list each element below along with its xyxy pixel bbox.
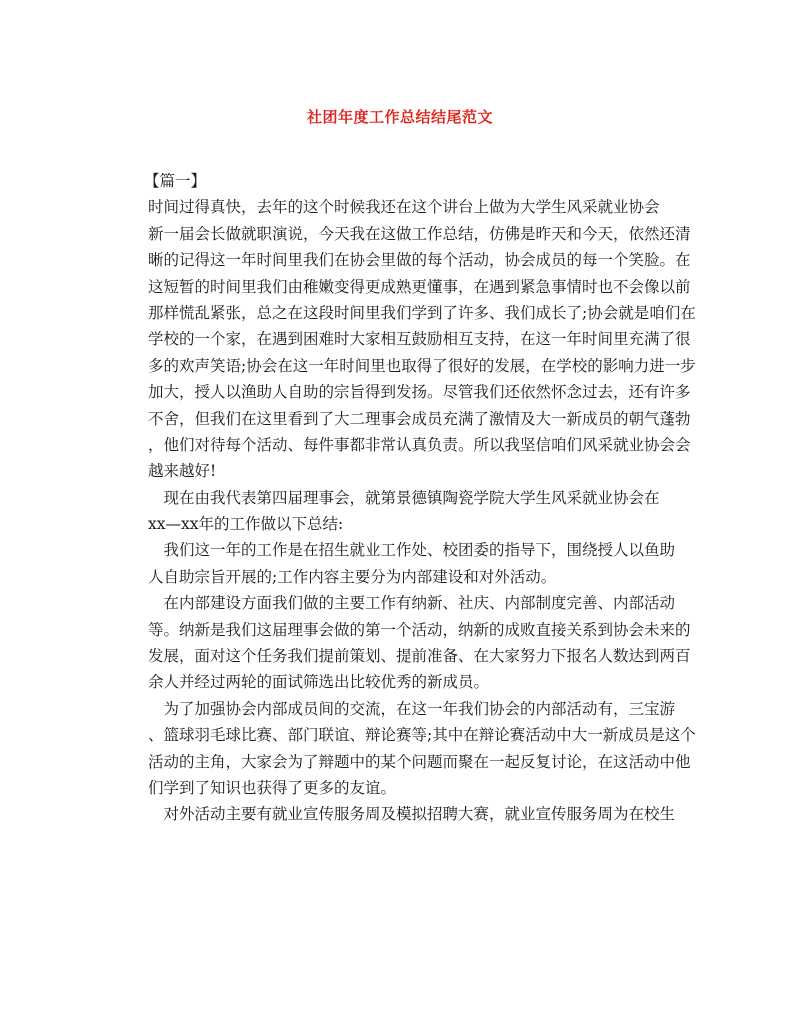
paragraph-line: 们学到了知识也获得了更多的友谊。 [148,778,397,797]
paragraph-line: 多的欢声笑语;协会在这一年时间里也取得了很好的发展，在学校的影响力进一步 [148,356,696,375]
paragraph-line: 新一届会长做就职演说，今天我在这做工作总结，仿佛是昨天和今天，依然还清 [148,224,691,243]
paragraph-line: 等。纳新是我们这届理事会做的第一个活动，纳新的成败直接关系到协会未来的 [148,620,691,639]
paragraph-line: 时间过得真快，去年的这个时候我还在这个讲台上做为大学生风采就业协会 [148,198,660,217]
section-label: 【篇一】 [144,172,207,190]
paragraph-line: 学校的一个家，在遇到困难时大家相互鼓励相互支持，在这一年时间里充满了很 [148,330,691,349]
paragraph-line: 人自助宗旨开展的;工作内容主要分为内部建设和对外活动。 [148,567,557,586]
paragraph-line: 在内部建设方面我们做的主要工作有纳新、社庆、内部制度完善、内部活动 [148,594,676,613]
paragraph-line: 那样慌乱紧张，总之在这段时间里我们学到了许多、我们成长了;协会就是咱们在 [148,303,696,322]
document-body [144,168,696,828]
paragraph-line: 这短暂的时间里我们由稚嫩变得更成熟更懂事，在遇到紧急事情时也不会像以前 [148,277,691,296]
paragraph-line: 不舍，但我们在这里看到了大二理事会成员充满了激情及大一新成员的朝气蓬勃 [148,409,691,428]
paragraph-line: 活动的主角，大家会为了辩题中的某个问题而聚在一起反复讨论，在这活动中他 [148,752,691,771]
paragraph-line: ，他们对待每个活动、每件事都非常认真负责。所以我坚信咱们风采就业协会会 [148,435,691,454]
paragraph-line: 为了加强协会内部成员间的交流，在这一年我们协会的内部活动有，三宝游 [148,699,676,718]
document-title: 社团年度工作总结结尾范文 [306,108,493,126]
paragraph-line: 、篮球羽毛球比赛、部门联谊、辩论赛等;其中在辩论赛活动中大一新成员是这个 [148,726,696,745]
paragraph-line: 我们这一年的工作是在招生就业工作处、校团委的指导下，围绕授人以鱼助 [148,541,676,560]
paragraph-line: 余人并经过两轮的面试筛选出比较优秀的新成员。 [148,673,490,692]
paragraph-line: 晰的记得这一年时间里我们在协会里做的每个活动，协会成员的每一个笑脸。在 [148,251,691,270]
paragraph-line: 对外活动主要有就业宣传服务周及模拟招聘大赛，就业宣传服务周为在校生 [148,805,676,824]
paragraph-line: xx—xx年的工作做以下总结: [148,515,344,534]
paragraph-line: 越来越好! [148,462,217,481]
paragraph-line: 现在由我代表第四届理事会，就第景德镇陶瓷学院大学生风采就业协会在 [148,488,660,507]
paragraph-line: 加大，授人以渔助人自助的宗旨得到发扬。尽管我们还依然怀念过去，还有许多 [148,383,691,402]
paragraph-line: 发展，面对这个任务我们提前策划、提前准备、在大家努力下报名人数达到两百 [148,647,691,666]
